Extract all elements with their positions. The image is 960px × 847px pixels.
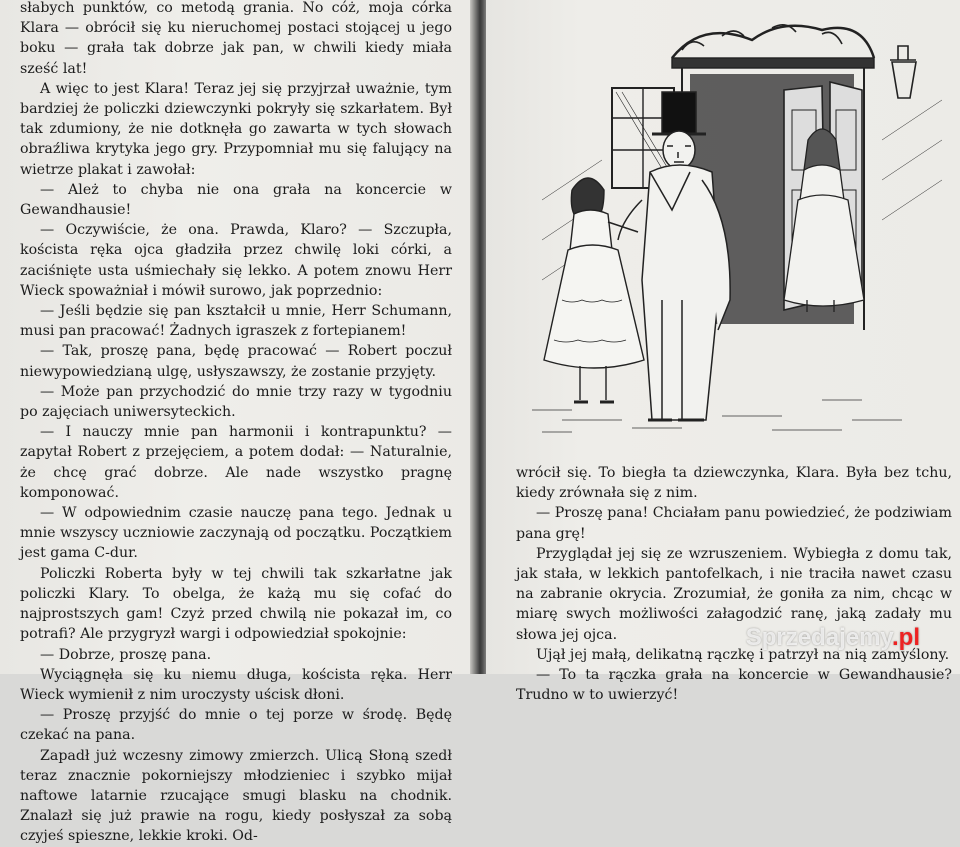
watermark-logo <box>746 624 920 652</box>
paragraph: Zapadł już wczesny zimowy zmierzch. Ulicą Słoną szedł teraz znacznie pokorniejszy młodzieniec i szybko mijał naftowe latarnie rzucające smugi blasku na chodnik. Znalazł się już prawie na rogu, kiedy posłyszał za sobą czyjeś spieszne, lekkie kroki. Od- <box>20 747 452 845</box>
left-page <box>0 0 478 845</box>
paragraph: Przyglądał jej się ze wzruszeniem. Wybiegła z domu tak, jak stała, w lekkich pantofelkach, i nie traciła nawet czasu na zabranie okrycia. Zrozumiał, że goniła za nim, chcąc w miarę swych możliwości załagodzić ranę, jaką zadały mu słowa jej ojca. <box>516 545 952 643</box>
right-page-text <box>516 463 952 705</box>
paragraph: Ujął jej małą, delikatną rączkę i patrzył na nią zamyślony. <box>536 646 950 663</box>
paragraph: — Oczywiście, że ona. Prawda, Klaro? — Szczupła, koścista ręka ojca gładziła przez chwilę loki córki, a zaciśnięte usta uśmiechały się lekko. A potem znowu Herr Wieck spoważniał i mówił surowo, jak poprzednio: <box>20 222 452 299</box>
paragraph: wrócił się. To biegła ta dziewczynka, Klara. Była bez tchu, kiedy zrównała się z nim. <box>516 465 952 502</box>
paragraph: — Dobrze, proszę pana. <box>40 646 212 663</box>
paragraph: — I nauczy mnie pan harmonii i kontrapunktu? — zapytał Robert z przejęciem, a potem dodał: — Naturalnie, że chcę grać dobrze. Ale nade wszystko pragnę komponować. <box>20 424 452 501</box>
watermark-domain: .pl <box>892 624 920 651</box>
paragraph: — W odpowiednim czasie nauczę pana tego. Jednak u mnie wszyscy uczniowie zaczynają od początku. Początkiem jest gama C-dur. <box>20 505 452 562</box>
paragraph: — Proszę przyjść do mnie o tej porze w środę. Będę czekać na pana. <box>20 707 452 744</box>
paragraph: — Ależ to chyba nie ona grała na koncercie w Gewandhausie! <box>20 181 452 219</box>
paragraph: Wyciągnęła się ku niemu długa, koścista ręka. Herr Wieck wymienił z nim uroczysty uścisk dłoni. <box>20 666 452 703</box>
paragraph: słabych punktów, co metodą grania. No cóż, moja córka Klara — obrócił się ku nieruchomej postaci stojącej u jego boku — grała tak dobrze jak pan, w chwili kiedy miała sześć lat! <box>20 0 452 77</box>
paragraph: — Jeśli będzie się pan kształcił u mnie, Herr Schumann, musi pan pracować! Żadnych igraszek z fortepianem! <box>20 303 452 340</box>
paragraph: — Proszę pana! Chciałam panu powiedzieć, że podziwiam pana grę! <box>516 505 952 542</box>
paragraph: Policzki Roberta były w tej chwili tak szkarłatne jak policzki Klary. To obelga, że każą mu się cofać do najprostszych gam! Czyż przed chwilą nie pokazał im, co potrafi? Ale przygryzł wargi i odpowiedział spokojnie: <box>20 565 452 643</box>
paragraph: — To ta rączka grała na koncercie w Gewandhausie? Trudno w to uwierzyć! <box>516 667 952 704</box>
paragraph: — Tak, proszę pana, będę pracować — Robert poczuł niewypowiedzianą ulgę, usłyszawszy, że zostanie przyjęty. <box>20 343 452 380</box>
watermark-text: Sprzedajemy <box>745 624 892 651</box>
paragraph: A więc to jest Klara! Teraz jej się przyjrzał uważnie, tym bardziej że policzki dziewczynki pokryły się szkarłatem. Był tak zdumiony, że nie dotknęła go zawarta w tych słowach obraźliwa krytyka jego gry. Przypomniał mu się falujący na wietrze plakat i zawołał: <box>20 80 452 178</box>
illustration-drawing <box>522 0 952 450</box>
left-page-text <box>20 0 452 847</box>
right-page <box>486 0 960 704</box>
paragraph: — Może pan przychodzić do mnie trzy razy w tygodniu po zajęciach uniwersyteckich. <box>20 383 452 421</box>
